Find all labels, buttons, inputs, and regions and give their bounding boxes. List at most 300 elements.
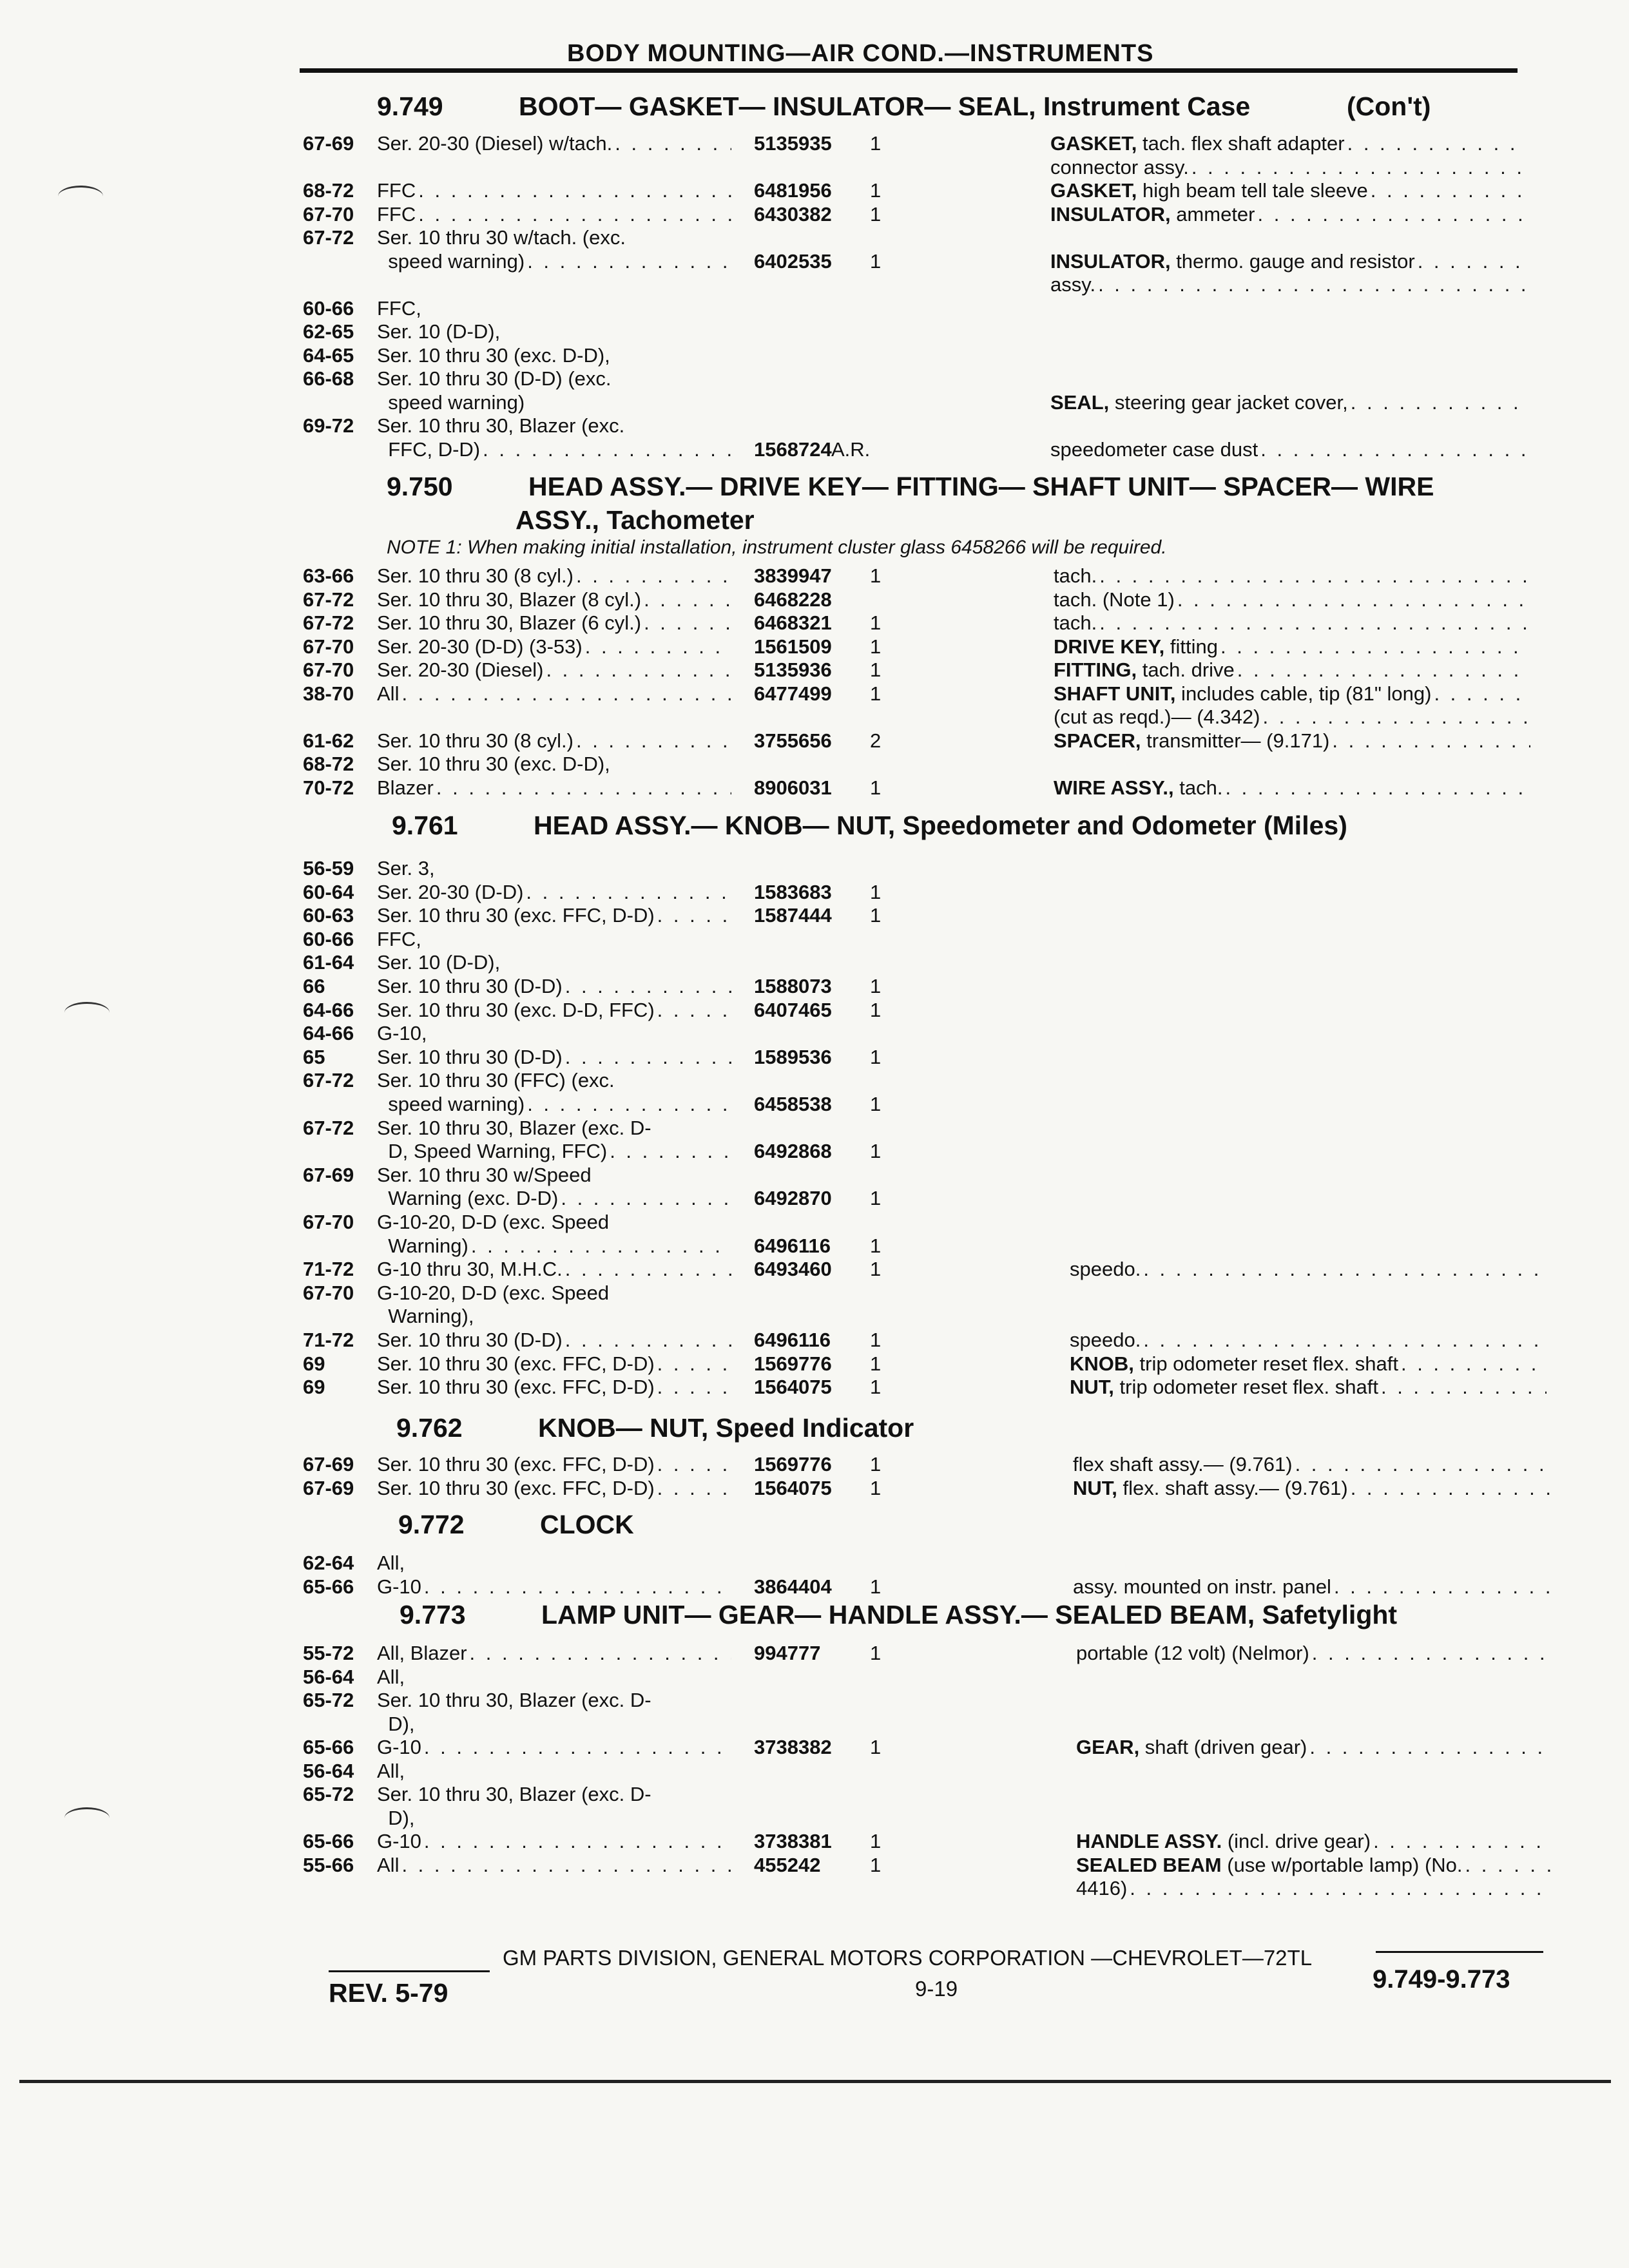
part-row — [303, 156, 1592, 179]
application-desc — [377, 1552, 731, 1575]
application-desc — [377, 1305, 731, 1328]
leader-dots — [644, 588, 731, 611]
part-row — [303, 1575, 1592, 1599]
part-number: 6458538 — [754, 1093, 832, 1115]
application-desc — [377, 1093, 731, 1116]
application-text: Ser. 10 thru 30 (exc. FFC, D-D) — [377, 1453, 655, 1475]
part-row — [303, 391, 1592, 414]
application-desc — [377, 1235, 731, 1258]
application-text: All, — [377, 1759, 405, 1782]
application-desc — [377, 611, 731, 635]
year-range: 38-70 — [303, 682, 354, 705]
part-name-detail: steering gear jacket cover, — [1109, 390, 1348, 414]
application-desc — [377, 1376, 731, 1399]
part-number: 6496116 — [754, 1234, 831, 1257]
leader-dots — [1371, 179, 1527, 202]
application-text: FFC, — [377, 927, 421, 950]
section-title: HEAD ASSY.— KNOB— NUT, Speedometer and Odometer (Miles) — [534, 811, 1347, 840]
section-number: 9.761 — [392, 811, 458, 840]
leader-dots — [565, 975, 731, 998]
leader-dots — [576, 564, 731, 588]
part-row — [303, 588, 1592, 611]
year-range: 67-72 — [303, 1069, 354, 1092]
year-range: 61-62 — [303, 729, 354, 752]
application-desc — [377, 1736, 731, 1759]
part-name-detail: thermo. gauge and resistor — [1170, 249, 1415, 273]
part-number: 3755656 — [754, 729, 832, 752]
leader-dots — [1351, 391, 1527, 414]
application-text: Ser. 10 thru 30 (8 cyl.) — [377, 729, 574, 752]
leader-dots — [401, 682, 731, 706]
part-number: 1568724 — [754, 437, 832, 461]
quantity: 1 — [870, 1642, 882, 1664]
part-name-detail: assy. — [1050, 273, 1096, 296]
year-range: 56-64 — [303, 1759, 354, 1782]
footer-rule-left — [329, 1970, 490, 1972]
part-name-keyword: INSULATOR, — [1050, 249, 1171, 273]
part-row — [303, 250, 1592, 273]
part-row — [303, 1022, 1592, 1045]
leader-dots — [1312, 1642, 1553, 1665]
year-range: 65-66 — [303, 1830, 354, 1852]
application-desc — [377, 928, 731, 951]
part-name — [1070, 1329, 1547, 1352]
part-number: 1588073 — [754, 975, 832, 997]
part-name — [1054, 729, 1530, 753]
quantity: 1 — [870, 132, 882, 155]
leader-dots — [471, 1235, 731, 1258]
part-number: 1583683 — [754, 880, 832, 903]
part-row — [303, 1140, 1592, 1163]
leader-dots — [565, 1258, 731, 1281]
leader-dots — [657, 1352, 731, 1376]
leader-dots — [561, 1187, 731, 1210]
application-text: All, Blazer — [377, 1642, 467, 1664]
quantity: 1 — [870, 249, 882, 273]
part-name — [1076, 1642, 1553, 1665]
application-desc — [377, 179, 731, 202]
application-desc — [377, 1164, 731, 1187]
part-row — [303, 1807, 1592, 1830]
leader-dots — [1220, 635, 1530, 658]
part-name — [1073, 1453, 1550, 1476]
application-desc — [377, 344, 731, 367]
application-text: Blazer — [377, 776, 434, 799]
part-row — [303, 1117, 1592, 1140]
application-desc — [377, 250, 731, 273]
application-text: Ser. 10 thru 30 (D-D) — [377, 975, 563, 997]
leader-dots — [1334, 1575, 1550, 1599]
part-name — [1070, 1258, 1547, 1281]
application-text: G-10 — [377, 1830, 421, 1852]
application-text: Ser. 10 thru 30 (FFC) (exc. — [377, 1069, 615, 1092]
part-row — [303, 729, 1592, 753]
part-name — [1050, 179, 1527, 202]
leader-dots — [1309, 1736, 1553, 1759]
application-desc — [377, 1854, 731, 1877]
application-text: FFC — [377, 179, 416, 202]
part-number: 8906031 — [754, 776, 832, 799]
section-heading-9-773 — [400, 1600, 1397, 1630]
leader-dots — [424, 1830, 731, 1853]
year-range: 67-72 — [303, 1116, 354, 1139]
leader-dots — [1237, 658, 1530, 682]
section-number: 9.750 — [387, 472, 453, 501]
part-name-keyword: HANDLE ASSY. — [1076, 1830, 1222, 1852]
section-number: 9.749 — [377, 91, 443, 121]
hole-punch-mark — [58, 186, 103, 207]
part-row — [303, 1689, 1592, 1712]
quantity: 1 — [870, 611, 882, 634]
part-row — [303, 564, 1592, 588]
application-text: D), — [377, 1806, 415, 1829]
year-range: 65-72 — [303, 1783, 354, 1805]
part-number: 6402535 — [754, 249, 832, 273]
part-name-detail: speedo. — [1070, 1329, 1141, 1351]
part-row — [303, 1552, 1592, 1575]
leader-dots — [657, 1453, 731, 1476]
year-range: 65-66 — [303, 1736, 354, 1758]
application-text: Ser. 10 thru 30 (exc. D-D), — [377, 753, 610, 775]
quantity: 1 — [870, 904, 882, 927]
year-range: 60-66 — [303, 927, 354, 950]
section-title: LAMP UNIT— GEAR— HANDLE ASSY.— SEALED BEAM, Safetylight — [541, 1600, 1398, 1629]
year-range: 62-64 — [303, 1552, 354, 1574]
part-name-detail: high beam tell tale sleeve — [1137, 179, 1368, 202]
quantity: 1 — [870, 1258, 882, 1281]
part-name-detail: includes cable, tip (81" long) — [1175, 682, 1432, 705]
part-name — [1070, 1352, 1547, 1376]
year-range: 69 — [303, 1352, 325, 1375]
leader-dots — [1143, 1329, 1547, 1352]
part-number: 6430382 — [754, 202, 832, 226]
footer-text: GM PARTS DIVISION, GENERAL MOTORS CORPORATION —CHEVROLET—72TL — [503, 1946, 1313, 1970]
leader-dots — [424, 1575, 731, 1599]
part-row — [303, 1877, 1592, 1900]
leader-dots — [527, 1093, 731, 1116]
section-heading-9-750 — [387, 472, 1434, 502]
application-text: G-10 — [377, 1736, 421, 1758]
part-name — [1054, 635, 1530, 658]
part-number: 5135935 — [754, 132, 832, 155]
application-text: Ser. 10 thru 30 w/tach. (exc. — [377, 226, 626, 249]
leader-dots — [615, 132, 731, 155]
part-name-detail: (use w/portable lamp) (No. — [1221, 1853, 1463, 1876]
leader-dots — [424, 1736, 731, 1759]
section-heading-9-772 — [398, 1510, 634, 1540]
part-name-detail: tach. flex shaft adapter — [1137, 132, 1345, 155]
part-number: 1561509 — [754, 635, 832, 658]
application-desc — [377, 951, 731, 974]
application-text: speed warning) — [377, 390, 525, 414]
application-text: Ser. 10 thru 30 (D-D) — [377, 1329, 563, 1351]
leader-dots — [1225, 776, 1530, 800]
part-name-keyword: GASKET, — [1050, 132, 1137, 155]
quantity: 1 — [870, 1830, 882, 1852]
leader-dots — [1332, 729, 1530, 753]
quantity: 1 — [870, 1187, 882, 1210]
part-name — [1054, 564, 1530, 588]
leader-dots — [1434, 682, 1530, 706]
part-name — [1050, 273, 1527, 296]
part-name-detail: fitting — [1164, 635, 1218, 658]
application-desc — [377, 367, 731, 390]
section-number: 9.773 — [400, 1600, 466, 1629]
year-range: 67-69 — [303, 1476, 354, 1499]
section-number: 9.772 — [398, 1510, 465, 1539]
application-desc — [377, 391, 731, 414]
leader-dots — [1418, 250, 1527, 273]
part-name-detail: assy. mounted on instr. panel — [1073, 1575, 1331, 1598]
application-text: Ser. 10 thru 30, Blazer (6 cyl.) — [377, 611, 642, 634]
year-range: 64-65 — [303, 343, 354, 367]
application-text: Ser. 10 thru 30, Blazer (exc. D- — [377, 1116, 651, 1139]
part-row — [303, 706, 1592, 729]
part-row — [303, 975, 1592, 998]
year-range: 67-70 — [303, 1211, 354, 1233]
footer-rule-right — [1376, 1951, 1543, 1953]
part-row — [303, 344, 1592, 367]
application-desc — [377, 881, 731, 904]
year-range: 62-65 — [303, 320, 354, 343]
part-row — [303, 1830, 1592, 1853]
leader-dots — [1381, 1376, 1547, 1399]
application-desc — [377, 1453, 731, 1476]
application-text: Ser. 3, — [377, 857, 435, 879]
part-number: 3864404 — [754, 1575, 832, 1598]
quantity: 1 — [870, 682, 882, 705]
application-text: Warning), — [377, 1305, 474, 1328]
part-name-keyword: SPACER, — [1054, 729, 1141, 752]
year-range: 71-72 — [303, 1258, 354, 1281]
section-title: BOOT— GASKET— INSULATOR— SEAL, Instrument Case — [519, 91, 1251, 121]
application-desc — [377, 1329, 731, 1352]
application-desc — [377, 857, 731, 880]
quantity: 1 — [870, 880, 882, 903]
quantity: 1 — [870, 1140, 882, 1163]
section-note: NOTE 1: When making initial installation, instrument cluster glass 6458266 will be required. — [387, 537, 1167, 558]
leader-dots — [1099, 611, 1530, 635]
part-number: 6492868 — [754, 1140, 832, 1163]
application-desc — [377, 1282, 731, 1305]
year-range: 61-64 — [303, 951, 354, 974]
application-desc — [377, 564, 731, 588]
application-desc — [377, 753, 731, 776]
application-desc — [377, 588, 731, 611]
section-range: 9.749-9.773 — [1373, 1965, 1510, 1994]
part-name-detail: ammeter — [1170, 202, 1255, 226]
part-name-keyword: NUT, — [1073, 1476, 1117, 1499]
year-range: 65-66 — [303, 1575, 354, 1598]
hole-punch-mark — [64, 1002, 110, 1023]
part-row — [303, 1093, 1592, 1116]
quantity: 1 — [870, 1376, 882, 1399]
part-number: 6477499 — [754, 682, 832, 705]
part-name-keyword: SEALED BEAM — [1076, 1853, 1222, 1876]
application-desc — [377, 1022, 731, 1045]
application-text: Ser. 10 thru 30, Blazer (exc. D- — [377, 1783, 651, 1805]
part-row — [303, 1760, 1592, 1783]
application-text: D), — [377, 1712, 415, 1735]
application-desc — [377, 203, 731, 226]
application-text: Warning) — [377, 1234, 468, 1257]
part-name-detail: speedo. — [1070, 1258, 1141, 1281]
part-name-keyword: INSULATOR, — [1050, 202, 1171, 226]
application-text: G-10-20, D-D (exc. Speed — [377, 1281, 610, 1304]
application-text: Ser. 10 thru 30, Blazer (exc. D- — [377, 1689, 651, 1711]
quantity: 1 — [870, 179, 882, 202]
part-name-detail: trip odometer reset flex. shaft — [1113, 1376, 1378, 1399]
quantity: 1 — [870, 1045, 882, 1068]
application-text: Ser. 10 thru 30 (exc. FFC, D-D) — [377, 1352, 655, 1375]
leader-dots — [565, 1329, 731, 1352]
year-range: 64-66 — [303, 1022, 354, 1045]
part-name-detail: (incl. drive gear) — [1222, 1830, 1371, 1852]
application-text: Ser. 10 thru 30, Blazer (8 cyl.) — [377, 588, 642, 611]
part-number: 3738381 — [754, 1830, 832, 1852]
application-desc — [377, 1807, 731, 1830]
application-desc — [377, 1187, 731, 1210]
year-range: 69-72 — [303, 414, 354, 437]
year-range: 67-70 — [303, 635, 354, 658]
part-row — [303, 297, 1592, 320]
application-text: G-10 thru 30, M.H.C. — [377, 1258, 563, 1281]
year-range: 67-69 — [303, 1163, 354, 1186]
application-desc — [377, 1575, 731, 1599]
page-header-title: BODY MOUNTING—AIR COND.—INSTRUMENTS — [567, 40, 1154, 67]
part-number: 1564075 — [754, 1476, 832, 1499]
leader-dots — [585, 635, 731, 658]
application-desc — [377, 1069, 731, 1092]
application-desc — [377, 1140, 731, 1163]
year-range: 60-64 — [303, 880, 354, 903]
application-desc — [377, 1689, 731, 1712]
quantity: 1 — [870, 776, 882, 799]
application-text: Ser. 10 thru 30 (exc. D-D, FFC) — [377, 998, 655, 1021]
application-desc — [377, 682, 731, 706]
application-text: speed warning) — [377, 1093, 525, 1115]
part-row — [303, 1783, 1592, 1806]
application-text: Ser. 10 thru 30 w/Speed — [377, 1163, 592, 1186]
part-name-keyword: DRIVE KEY, — [1054, 635, 1165, 658]
application-desc — [377, 1830, 731, 1853]
leader-dots — [401, 1854, 731, 1877]
part-row — [303, 1666, 1592, 1689]
application-text: Ser. 10 thru 30 (exc. D-D), — [377, 343, 610, 367]
leader-dots — [527, 250, 731, 273]
quantity: 1 — [870, 1234, 882, 1257]
year-range: 65 — [303, 1045, 325, 1068]
part-row — [303, 1305, 1592, 1328]
quantity: 1 — [870, 658, 882, 681]
part-name-detail: shaft (driven gear) — [1139, 1736, 1307, 1758]
application-text: Ser. 20-30 (D-D) (3-53) — [377, 635, 583, 658]
part-row — [303, 1854, 1592, 1877]
part-row — [303, 611, 1592, 635]
leader-dots — [1130, 1877, 1553, 1900]
part-row — [303, 1046, 1592, 1069]
part-number: 3839947 — [754, 564, 832, 587]
part-number: 6493460 — [754, 1258, 832, 1281]
section-heading-9-761 — [392, 811, 1347, 841]
leader-dots — [657, 904, 731, 927]
part-number: 1569776 — [754, 1352, 832, 1375]
year-range: 56-59 — [303, 857, 354, 879]
application-text: Ser. 10 (D-D), — [377, 951, 501, 974]
year-range: 67-70 — [303, 658, 354, 681]
part-row — [303, 1258, 1592, 1281]
part-name — [1050, 132, 1527, 155]
application-text: All — [377, 682, 400, 705]
application-text: Ser. 10 thru 30 (D-D) (exc. — [377, 367, 612, 390]
quantity: 1 — [870, 1853, 882, 1876]
quantity: A.R. — [831, 437, 871, 461]
part-name-detail: connector assy. — [1050, 155, 1189, 178]
part-number: 6468321 — [754, 611, 832, 634]
part-row — [303, 1713, 1592, 1736]
application-desc — [377, 1760, 731, 1783]
part-number: 6407465 — [754, 998, 832, 1021]
part-name — [1073, 1575, 1550, 1599]
leader-dots — [576, 729, 731, 753]
quantity: 1 — [870, 975, 882, 997]
part-row — [303, 635, 1592, 658]
page-number: 9-19 — [915, 1977, 958, 2001]
application-desc — [377, 1352, 731, 1376]
leader-dots — [526, 881, 731, 904]
leader-dots — [1347, 132, 1527, 155]
leader-dots — [1401, 1352, 1547, 1376]
quantity: 1 — [870, 1453, 882, 1475]
part-row — [303, 999, 1592, 1022]
year-range: 65-72 — [303, 1689, 354, 1711]
part-number: 6496116 — [754, 1329, 831, 1351]
application-desc — [377, 320, 731, 343]
section-title: HEAD ASSY.— DRIVE KEY— FITTING— SHAFT UNIT— SPACER— WIRE — [528, 472, 1434, 501]
section-title: KNOB— NUT, Speed Indicator — [538, 1413, 914, 1443]
part-name — [1076, 1877, 1553, 1900]
application-text: Ser. 10 (D-D), — [377, 320, 501, 343]
part-row — [303, 1211, 1592, 1234]
part-row — [303, 658, 1592, 682]
section-heading-9-749 — [377, 91, 1250, 122]
part-name-detail: tach. — [1173, 776, 1223, 799]
part-row — [303, 226, 1592, 249]
part-name — [1076, 1854, 1553, 1877]
part-name — [1050, 156, 1527, 179]
part-name — [1054, 658, 1530, 682]
application-text: Ser. 10 thru 30, Blazer (exc. — [377, 414, 625, 437]
part-row — [303, 881, 1592, 904]
part-name — [1050, 438, 1527, 461]
year-range: 67-72 — [303, 226, 354, 249]
part-row — [303, 1282, 1592, 1305]
part-name-detail: speedometer case dust — [1050, 437, 1258, 461]
application-text: FFC, — [377, 296, 421, 320]
application-desc — [377, 1477, 731, 1500]
revision-label: REV. 5-79 — [329, 1978, 448, 2008]
application-desc — [377, 438, 731, 461]
part-row — [303, 682, 1592, 706]
application-text: Ser. 10 thru 30 (exc. FFC, D-D) — [377, 904, 655, 927]
part-name-detail: portable (12 volt) (Nelmor) — [1076, 1642, 1309, 1664]
part-number: 1587444 — [754, 904, 832, 927]
part-number: 1564075 — [754, 1376, 832, 1399]
application-text: All, — [377, 1552, 405, 1574]
application-text: G-10-20, D-D (exc. Speed — [377, 1211, 610, 1233]
year-range: 68-72 — [303, 179, 354, 202]
part-name-keyword: FITTING, — [1054, 658, 1137, 681]
